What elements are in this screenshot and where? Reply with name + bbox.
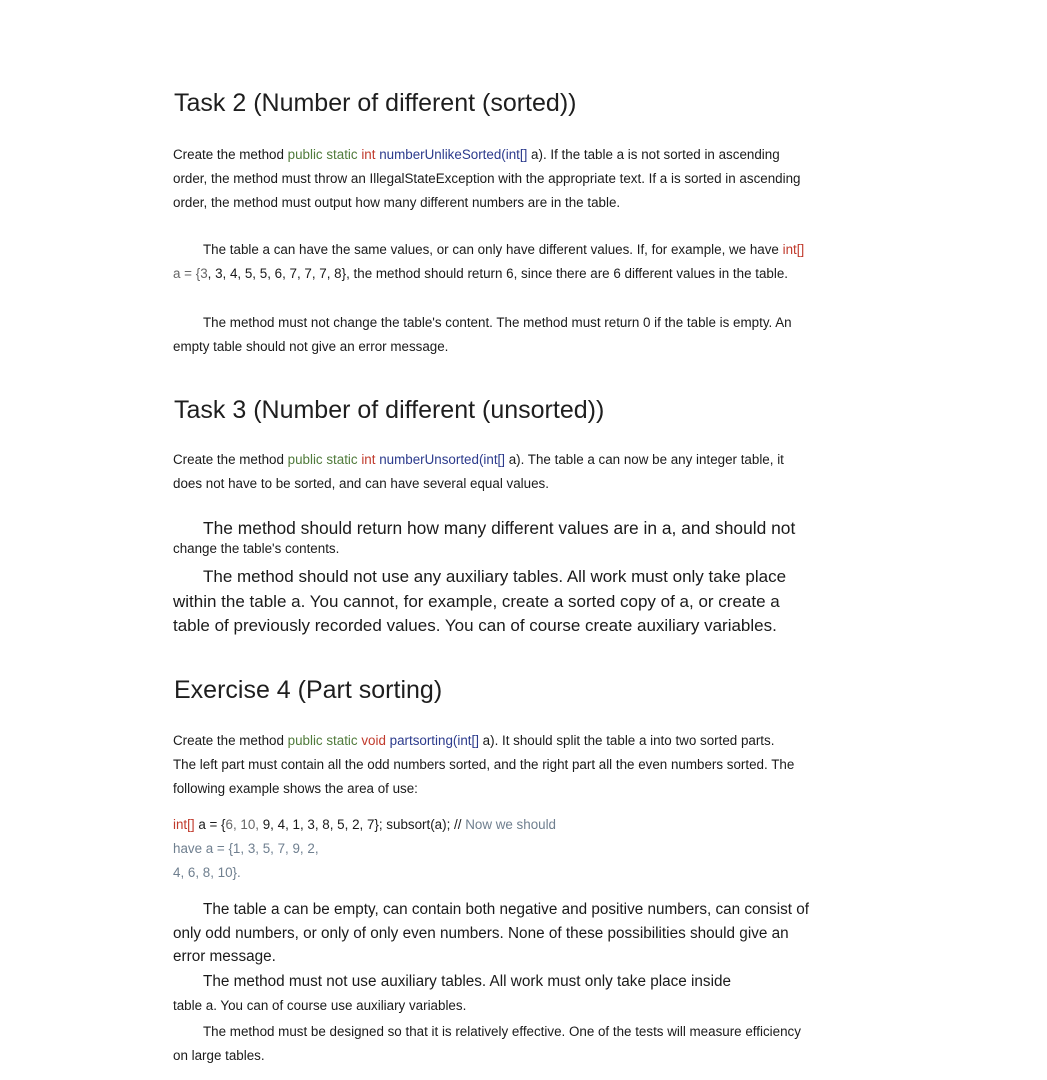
task3-paragraph-1: Create the method public static int numberUnsorted(int[] a). The table a can now be any integer table, it does not have to be sorted, and can have several equal values. (173, 452, 784, 491)
method-name: partsorting(int[] (389, 733, 483, 748)
exercise4-paragraph-1: Create the method public static void partsorting(int[] a). It should split the table a into two sorted parts. The left part must contain all the odd numbers sorted, and the right part all the even numbers sorted. The following example shows the area of use: (173, 733, 795, 796)
code-type: int[] (173, 817, 195, 832)
task3-heading: Task 3 (Number of different (unsorted)) (174, 396, 605, 424)
code-type: int (361, 147, 380, 162)
code-keyword: public static (287, 452, 362, 467)
method-name: numberUnlikeSorted(int[] (379, 147, 532, 162)
code-type: int (361, 452, 380, 467)
exercise4-paragraph-3: The method must not use auxiliary tables. All work must only take place inside table a. You can of course use auxiliary variables. (173, 973, 731, 1013)
task2-paragraph-2: The table a can have the same values, or can only have different values. If, for example, we have int[] a = {3, 3, 4, 5, 5, 6, 7, 7, 7, 8}, the method should return 6, since there are 6 different values in the table. (173, 242, 805, 281)
code-comment: 4, 6, 8, 10}. (173, 865, 241, 880)
code-comment: have a = {1, 3, 5, 7, 9, 2, (173, 841, 319, 856)
task3-paragraph-2: The method should return how many different values are in a, and should not change the table's contents. (173, 518, 796, 556)
code-type: void (361, 733, 390, 748)
task2-paragraph-3: The method must not change the table's content. The method must return 0 if the table is empty. An empty table should not give an error message. (173, 315, 792, 354)
exercise4-code-example: int[] a = {6, 10, 9, 4, 1, 3, 8, 5, 2, 7}; subsort(a); // Now we should have a = {1, 3, 5, 7, 9, 2, 4, 6, 8, 10}. (173, 813, 853, 885)
code-comment: Now we should (465, 817, 557, 832)
method-name: numberUnsorted(int[] (379, 452, 509, 467)
exercise4-paragraph-2: The table a can be empty, can contain both negative and positive numbers, can consist of only odd numbers, or only of only even numbers. None of these possibilities should give an error message. (173, 901, 810, 965)
task2-heading: Task 2 (Number of different (sorted)) (174, 89, 577, 117)
task2-paragraph-1: Create the method public static int numberUnlikeSorted(int[] a). If the table a is not sorted in ascending order, the method must throw an IllegalStateException with the appropriate text. If a is sorted in ascending order, the method must output how many different numbers are in the table. (173, 147, 801, 210)
code-keyword: public static (287, 733, 362, 748)
exercise4-heading: Exercise 4 (Part sorting) (174, 676, 443, 704)
exercise4-paragraph-4: The method must be designed so that it is relatively effective. One of the tests will measure efficiency on large tables. (173, 1024, 801, 1063)
code-type: int[] (782, 242, 805, 257)
task3-paragraph-3: The method should not use any auxiliary tables. All work must only take place within the table a. You cannot, for example, create a sorted copy of a, or create a table of previously recorded values. You can of course create auxiliary variables. (173, 567, 787, 635)
code-keyword: public static (287, 147, 362, 162)
